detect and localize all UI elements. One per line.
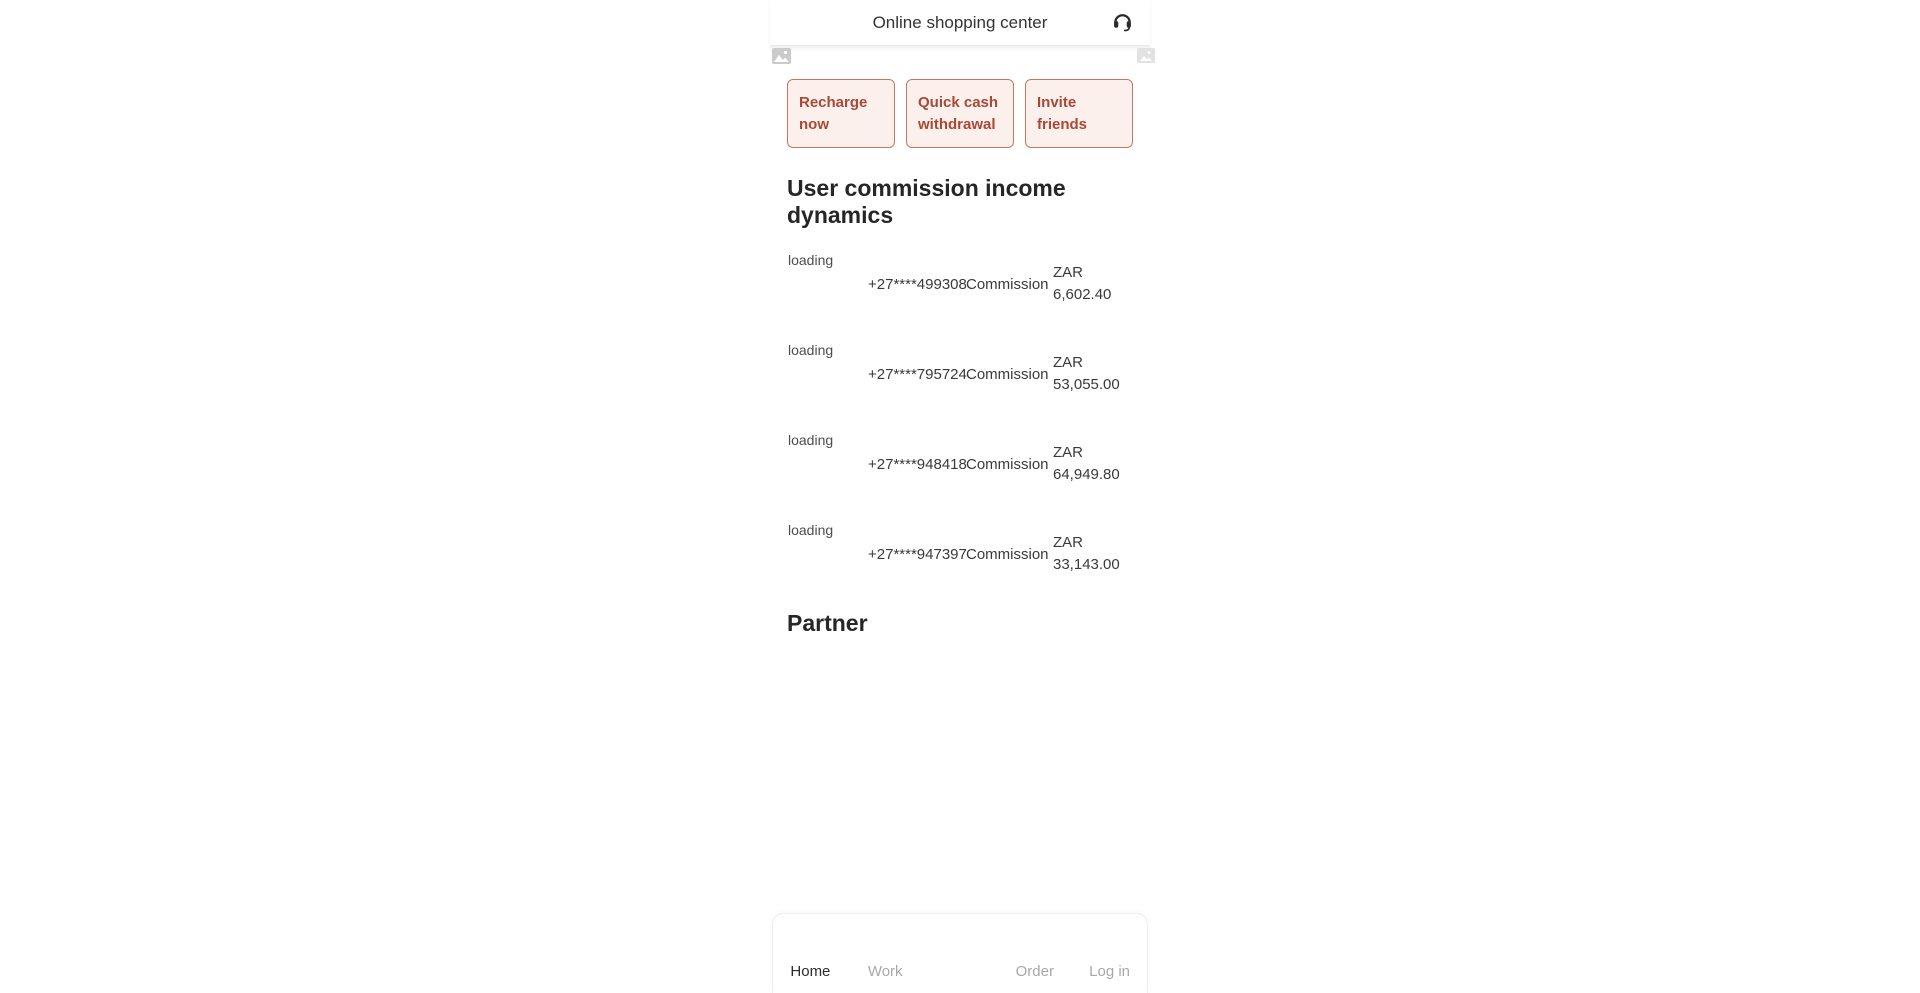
recharge-now-button[interactable]: Recharge now: [787, 79, 895, 148]
app-header: [770, 0, 1150, 45]
phone-number: +27****947397: [868, 545, 967, 563]
income-amount: [1053, 532, 1133, 576]
avatar-placeholder: loading: [788, 432, 834, 448]
broken-image-icon: [1137, 48, 1155, 68]
currency-code: ZAR: [1053, 354, 1083, 372]
page-title: Online shopping center: [872, 12, 1048, 32]
nav-item-home[interactable]: [773, 914, 848, 993]
bottom-nav: [772, 913, 1148, 993]
amount-value: 53,055.00: [1053, 376, 1120, 393]
currency-code: ZAR: [1053, 444, 1083, 462]
avatar-placeholder: loading: [788, 522, 834, 538]
banner-carousel: [770, 45, 1150, 71]
headset-icon: [1111, 9, 1134, 37]
amount-value: 64,949.80: [1053, 466, 1120, 483]
income-type: Commission: [966, 545, 1049, 563]
avatar-placeholder: loading: [788, 342, 834, 358]
quick-actions-row: [787, 79, 1133, 148]
nav-label: Log in: [1089, 963, 1131, 980]
nav-center-slot: [923, 914, 998, 993]
commission-row: [770, 250, 1150, 318]
phone-number: +27****948418: [868, 455, 967, 473]
nav-item-work[interactable]: [848, 914, 923, 993]
avatar-placeholder: loading: [788, 252, 834, 268]
nav-label: Home: [790, 963, 831, 980]
nav-label: Order: [1015, 963, 1054, 980]
amount-value: 33,143.00: [1053, 556, 1120, 573]
amount-value: 6,602.40: [1053, 286, 1112, 303]
nav-item-order[interactable]: [997, 914, 1072, 993]
customer-service-button[interactable]: [1110, 11, 1134, 35]
commission-row: [770, 520, 1150, 588]
commission-section-title: User commission income dynamics: [787, 175, 1066, 228]
invite-friends-button[interactable]: Invite friends: [1025, 79, 1133, 148]
broken-image-icon: [772, 48, 791, 69]
partner-section-title: Partner: [787, 610, 868, 636]
commission-row: [770, 340, 1150, 408]
income-amount: [1053, 442, 1133, 486]
nav-label: Work: [867, 963, 903, 980]
income-type: Commission: [966, 455, 1049, 473]
currency-code: ZAR: [1053, 534, 1083, 552]
commission-rows: [770, 250, 1150, 588]
currency-code: ZAR: [1053, 264, 1083, 282]
phone-number: +27****499308: [868, 275, 967, 293]
income-amount: [1053, 352, 1133, 396]
income-type: Commission: [966, 365, 1049, 383]
income-amount: [1053, 262, 1133, 306]
income-type: Commission: [966, 275, 1049, 293]
commission-row: [770, 430, 1150, 498]
quick-cash-withdrawal-button[interactable]: Quick cash withdrawal: [906, 79, 1014, 148]
mobile-page: [770, 0, 1150, 993]
phone-number: +27****795724: [868, 365, 967, 383]
nav-item-login[interactable]: [1072, 914, 1147, 993]
